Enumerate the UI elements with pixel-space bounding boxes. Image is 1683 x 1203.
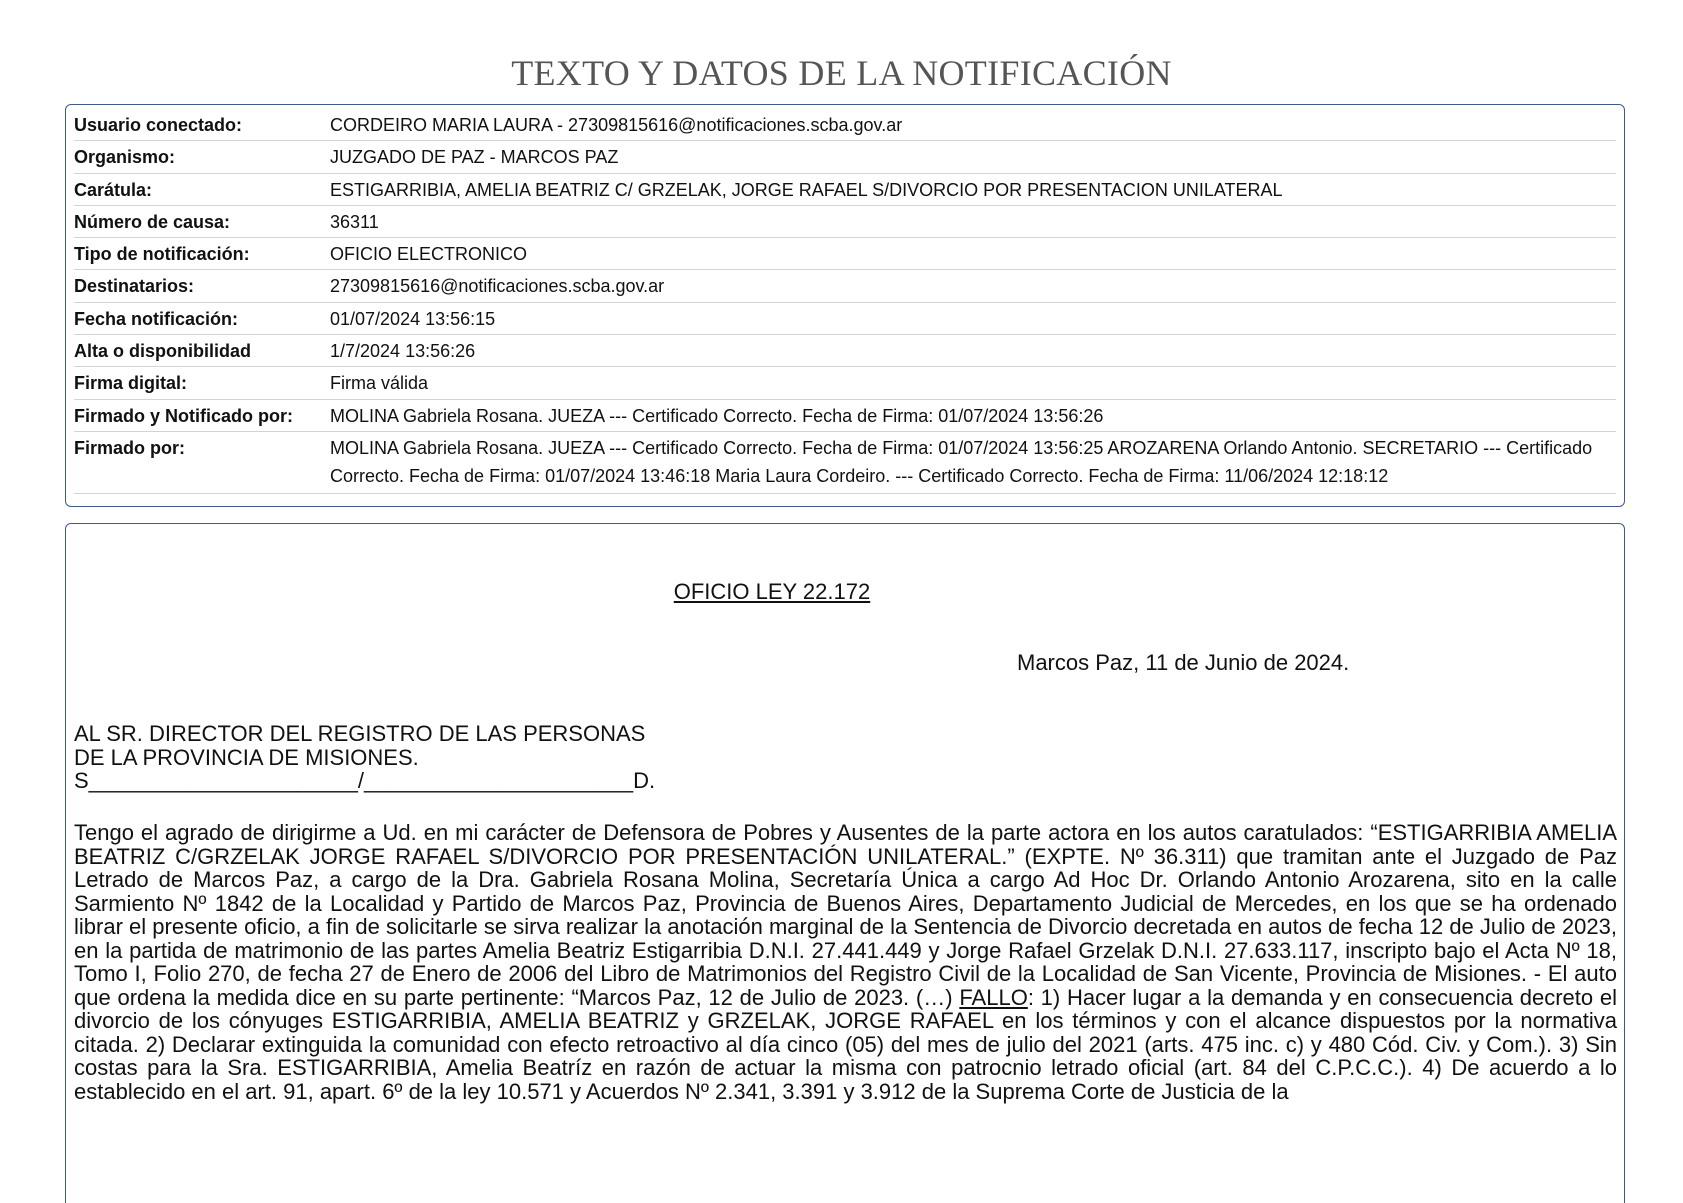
info-value: Firma válida xyxy=(330,373,429,394)
info-row-usuario xyxy=(74,109,1616,141)
info-row-destinatarios xyxy=(74,270,1616,302)
info-value: 01/07/2024 13:56:15 xyxy=(330,308,496,329)
info-value: JUZGADO DE PAZ - MARCOS PAZ xyxy=(330,147,619,168)
info-value: 1/7/2024 13:56:26 xyxy=(330,341,476,362)
info-label: Alta o disponibilidad xyxy=(74,341,251,362)
info-value: ESTIGARRIBIA, AMELIA BEATRIZ C/ GRZELAK, JORGE RAFAEL S/DIVORCIO POR PRESENTACION UNILATERAL xyxy=(330,179,1283,200)
info-value: CORDEIRO MARIA LAURA - 27309815616@notificaciones.scba.gov.ar xyxy=(330,115,903,135)
document-date: Marcos Paz, 11 de Junio de 2024. xyxy=(1017,650,1350,675)
body-text: Tengo el agrado de dirigirme a Ud. en mi carácter de Defensora de Pobres y Ausentes de la parte actora en los autos caratulados: “ESTIGARRIBIA AMELIA BEATRIZ C/GRZELAK JORGE RAFAEL S/DIVORCIO POR PRESENTACIÓN UNILATERAL.” (EXPTE. Nº 36.311) que tramitan ante el Juzgado de Paz Letrado de Marcos Paz, a cargo de la Dra. Gabriela Rosana Molina, Secretaría Única a cargo Ad Hoc Dr. Orlando Antonio Arozarena, sito en la calle Sarmiento Nº 1842 de la Localidad y Partido de Marcos Paz, Provincia de Buenos Aires, Departamento Judicial de Mercedes, en los que se ha ordenado librar el presente oficio, a fin de solicitarle se sirva realizar la anotación marginal de la Sentencia de Divorcio decretada en autos de fecha 12 de Julio de 2023, en la partida de matrimonio de las partes Amelia Beatriz Estigarribia D.N.I. 27.441.449 y Jorge Rafael Grzelak D.N.I. 27.633.117, inscripto bajo el Acta Nº 18, Tomo I, Folio 270, de fecha 27 de Enero de 2006 del Libro de Matrimonios del Registro Civil de la Localidad de San Vicente, Provincia de Misiones. - El auto que ordena la medida dice en su parte pertinente: “Marcos Paz, 12 de Julio de 2023. (…) xyxy=(74,820,1617,1010)
notification-info-panel xyxy=(65,104,1625,507)
page-title: TEXTO Y DATOS DE LA NOTIFICACIÓN xyxy=(511,53,1172,93)
info-row-numero-causa xyxy=(74,206,1616,238)
info-label: Destinatarios: xyxy=(74,276,195,297)
document-body xyxy=(74,821,1617,1103)
document-address xyxy=(74,722,655,793)
info-row-firmado-notificado xyxy=(74,400,1616,432)
info-label: Número de causa: xyxy=(74,211,231,232)
info-label: Usuario conectado: xyxy=(74,115,243,135)
info-row-firma-digital xyxy=(74,367,1616,399)
info-row-caratula xyxy=(74,174,1616,206)
info-row-organismo xyxy=(74,141,1616,173)
info-row-fecha-notificacion xyxy=(74,303,1616,335)
address-line: S______________________/______________________D. xyxy=(74,768,656,793)
info-label: Firmado y Notificado por: xyxy=(74,405,294,426)
info-label: Firma digital: xyxy=(74,373,188,394)
info-label: Organismo: xyxy=(74,147,176,168)
document-panel xyxy=(65,523,1625,1203)
body-text: : 1) Hacer lugar a la demanda y en consecuencia decreto el divorcio de los cónyuges ESTIGARRIBIA, AMELIA BEATRIZ y GRZELAK, JORGE RAFAEL en los términos y con el alcance dispuestos por la normativa citada. 2) Declarar extinguida la comunidad con efecto retroactivo al día cinco (05) del mes de julio del 2021 (arts. 475 inc. c) y 480 Cód. Civ. y Com.). 3) Sin costas para la Sra. ESTIGARRIBIA, Amelia Beatríz en razón de actuar la misma con patrocnio letrado oficial (art. 84 del C.P.C.C.). 4) De acuerdo a lo establecido en el art. 91, apart. 6º de la ley 10.571 y Acuerdos Nº 2.341, 3.391 y 3.912 de la Suprema Corte de Justicia de la xyxy=(74,984,1617,1104)
info-label: Firmado por: xyxy=(74,437,185,458)
info-value: OFICIO ELECTRONICO xyxy=(330,244,528,265)
document-heading: OFICIO LEY 22.172 xyxy=(673,579,871,604)
address-line: AL SR. DIRECTOR DEL REGISTRO DE LAS PERSONAS xyxy=(74,721,646,746)
info-value: 27309815616@notificaciones.scba.gov.ar xyxy=(330,276,665,297)
body-underlined-text: FALLO xyxy=(959,984,1028,1010)
info-value: 36311 xyxy=(330,211,379,232)
info-label: Carátula: xyxy=(74,179,153,200)
info-row-alta-disponibilidad xyxy=(74,335,1616,367)
address-line: DE LA PROVINCIA DE MISIONES. xyxy=(74,744,419,770)
info-row-firmado-por xyxy=(74,432,1616,494)
info-value: MOLINA Gabriela Rosana. JUEZA --- Certificado Correcto. Fecha de Firma: 01/07/2024 13:56:25 AROZARENA Orlando Antonio. SECRETARIO --- Certificado Correcto. Fecha de Firma: 01/07/2024 13:46:18 Maria Laura Cordeiro. --- Certificado Correcto. Fecha de Firma: 11/06/2024 12:18:12 xyxy=(330,437,1593,486)
info-label: Fecha notificación: xyxy=(74,308,239,329)
info-label: Tipo de notificación: xyxy=(74,244,250,265)
info-row-tipo-notificacion xyxy=(74,238,1616,270)
info-value: MOLINA Gabriela Rosana. JUEZA --- Certificado Correcto. Fecha de Firma: 01/07/2024 13:56:26 xyxy=(330,405,1104,426)
